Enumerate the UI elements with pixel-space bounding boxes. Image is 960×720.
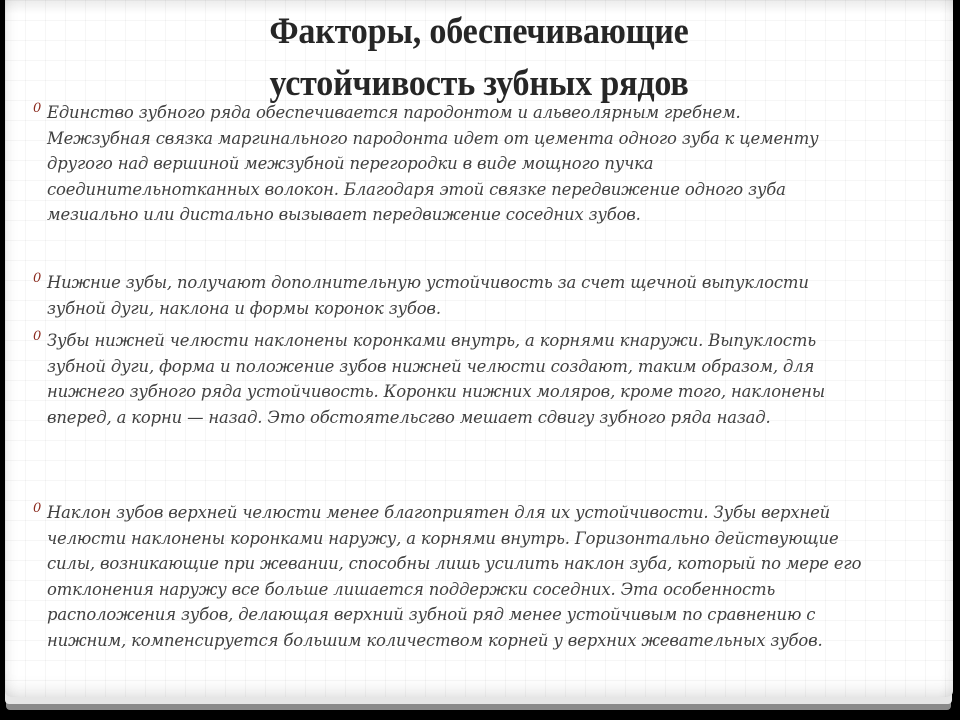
bullet-marker-icon: 0 [33, 101, 42, 116]
slide-title [43, 6, 915, 110]
bullet-item [33, 100, 847, 228]
bullet-marker-icon: 0 [33, 271, 42, 286]
bullet-item [33, 328, 867, 430]
bullet-marker-icon: 0 [33, 501, 42, 516]
title-line-2: устойчивость зубных рядов [269, 63, 689, 104]
bullet-item [33, 270, 827, 321]
bullet-text: Нижние зубы, получают дополнительную устойчивость за счет щечной выпуклости зубной дуги, наклона и формы коронок зубов. [47, 273, 809, 318]
bullet-item [33, 500, 867, 653]
slide-paper [5, 0, 953, 697]
bullet-text: Единство зубного ряда обеспечивается пародонтом и альвеолярным гребнем. Межзубная связка маргинального пародонта идет от цемента одного зуба к цементу другого над вершиной межзубной перегородки в виде мощного пучка соединительнотканных волокон. Благодаря этой связке передвижение одного зуба мезиально или дистально вызывает передвижение соседних зубов. [47, 103, 819, 224]
title-line-1: Факторы, обеспечивающие [269, 11, 689, 52]
bullet-marker-icon: 0 [33, 329, 42, 344]
bullet-text: Наклон зубов верхней челюсти менее благоприятен для их устойчивости. Зубы верхней челюсти наклонены коронками наружу, а корнями внутрь. Горизонтально действующие силы, возникающие при жевании, способны лишь усилить наклон зуба, который по мере его отклонения наружу все больше лишается поддержки соседних. Эта особенность расположения зубов, делающая верхний зубной ряд менее устойчивым по сравнению с нижним, компенсируется большим количеством корней у верхних жевательных зубов. [47, 503, 862, 650]
bullet-text: Зубы нижней челюсти наклонены коронками внутрь, а корнями кнаружи. Выпуклость зубной дуги, форма и положение зубов нижней челюсти создают, таким образом, для нижнего зубного ряда устойчивость. Коронки нижних моляров, кроме того, наклонены вперед, а корни — назад. Это обстоятельсгво мешает сдвигу зубного ряда назад. [47, 331, 825, 427]
